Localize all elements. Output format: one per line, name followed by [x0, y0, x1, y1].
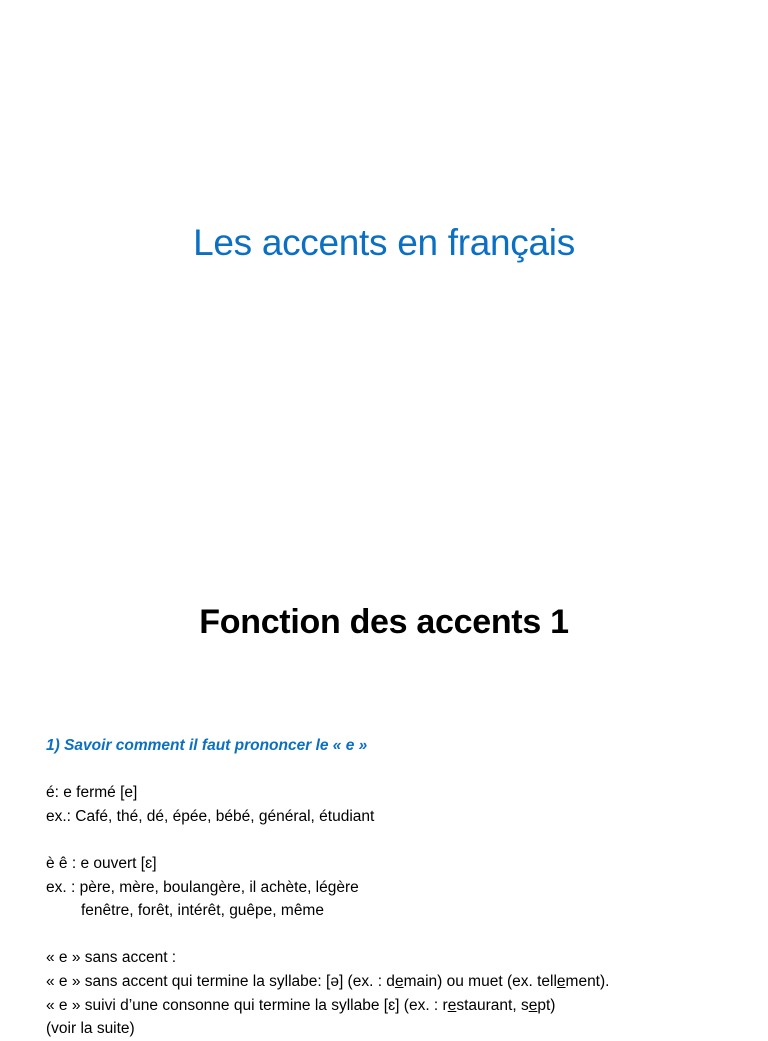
rule-1-part-a: « e » sans accent qui termine la syllabe: [ə] (ex. : d — [46, 972, 395, 990]
rule-1-underlined-e: e — [394, 972, 404, 990]
rule-2-part-e: pt) — [537, 996, 556, 1014]
slide2-content — [46, 734, 746, 1041]
rule-1-part-e: ment). — [565, 972, 610, 990]
rule-2-part-a: « e » suivi d’une consonne qui termine la syllabe [ɛ] (ex. : r — [46, 996, 448, 1014]
e-aigu-heading: é: e fermé [e] — [46, 784, 138, 802]
rule-2-underlined-e: e — [447, 996, 457, 1014]
e-sans-accent-rule-1 — [46, 970, 746, 994]
slide2-title: Fonction des accents 1 — [199, 603, 569, 641]
section-subtitle: 1) Savoir comment il faut prononcer le « e » — [46, 737, 368, 754]
e-circ-examples: fenêtre, forêt, intérêt, guêpe, même — [81, 902, 324, 920]
spacer — [46, 828, 746, 852]
rule-1-part-c: main) ou muet (ex. tell — [403, 972, 557, 990]
e-sans-accent-rule-2 — [46, 994, 746, 1018]
rule-2-part-c: staurant, s — [456, 996, 529, 1014]
e-aigu-examples: ex.: Café, thé, dé, épée, bébé, général, étudiant — [46, 807, 375, 825]
rule-2-underlined-e-2: e — [528, 996, 538, 1014]
rule-1-underlined-e-2: e — [556, 972, 566, 990]
e-grave-examples: ex. : père, mère, boulangère, il achète, légère — [46, 878, 359, 896]
spacer — [46, 758, 746, 782]
spacer — [46, 923, 746, 947]
slide1-title: Les accents en français — [193, 222, 575, 263]
e-sans-accent-heading: « e » sans accent : — [46, 949, 177, 967]
continuation-note: (voir la suite) — [46, 1020, 135, 1038]
e-grave-heading: è ê : e ouvert [ɛ] — [46, 854, 157, 872]
